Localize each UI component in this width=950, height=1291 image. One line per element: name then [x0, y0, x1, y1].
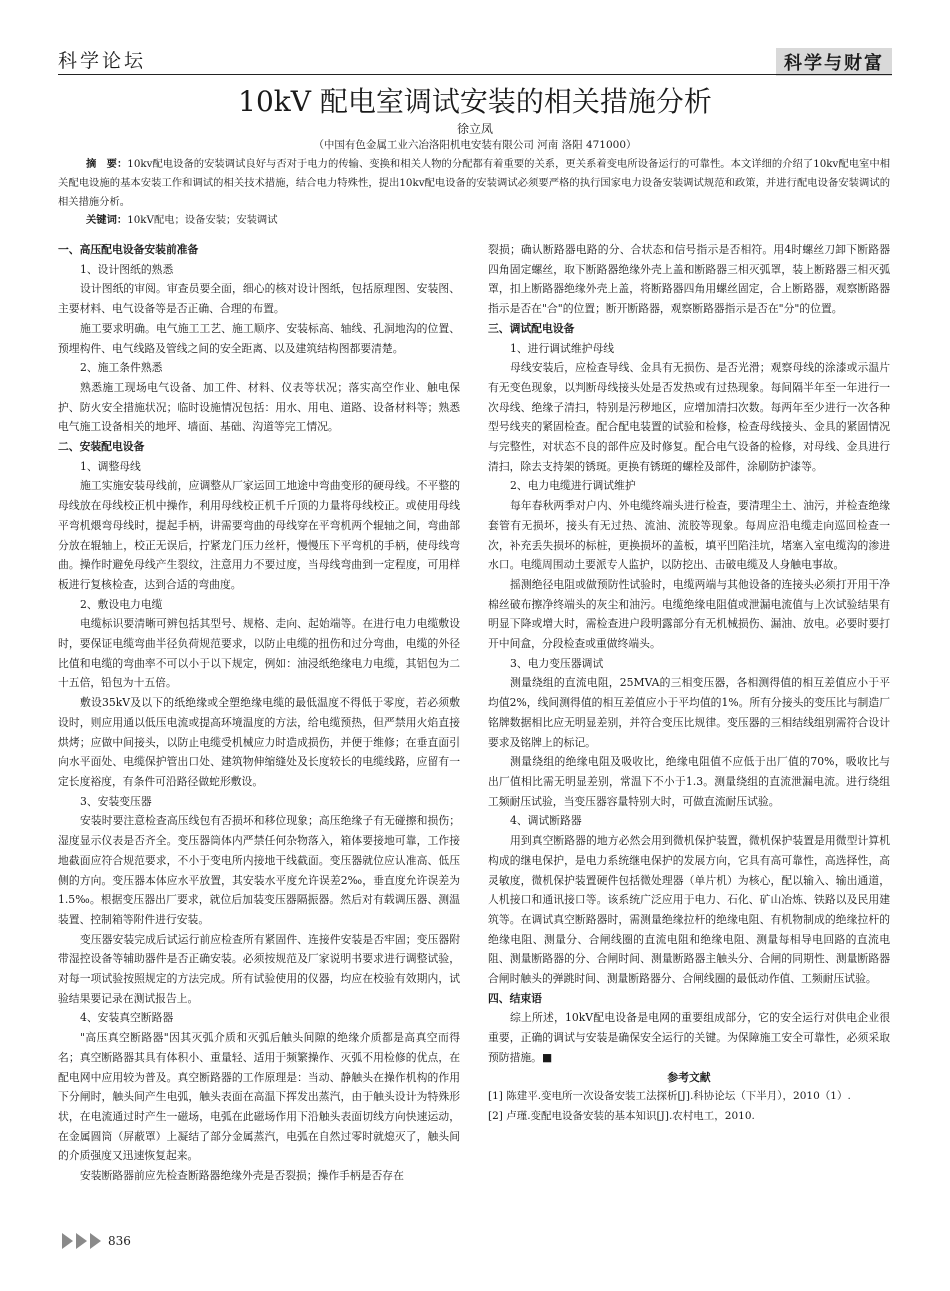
subsection-heading: 2、电力电缆进行调试维护 — [510, 479, 636, 493]
subsection-heading: 2、施工条件熟悉 — [80, 361, 163, 375]
paragraph: 安装时要注意检查高压线包有否损坏和移位现象；高压绝缘子有无碰擦和损伤；湿度显示仪表是否齐全。变压器筒体内严禁任何杂物落入，箱体要接地可靠，工作接地截面应符合规范要求，不小于变电所内接地干线截面。变压器就位应认准高、低压侧的方向。变压器本体应水平放置，其安装水平度允许误差2‰，垂直度允许误差为1.5‰。根据变压器出厂要求，就位后加装变压器隔振器。然后对有载调压器、测温装置、控制箱等附件进行安装。 — [58, 814, 460, 926]
subsection-heading: 4、安装真空断路器 — [80, 1011, 174, 1025]
author-affiliation: （中国有色金属工业六冶洛阳机电安装有限公司 河南 洛阳 471000） — [313, 139, 637, 151]
paragraph: 摇测绝径电阻或做预防性试验时，电缆两端与其他设备的连接头必须打开用干净棉丝破布擦净终端头的灰尘和油污。电缆绝缘电阻值或泄漏电流值与上次试验结果有明显下降或增大时，需检查进户段明露部分有无机械损伤、漏油、放电。必要时要打开中间盒，分段检查或重做终端头。 — [488, 577, 890, 651]
page-number: 836 — [108, 1234, 131, 1248]
subsection-heading: 4、调试断路器 — [510, 814, 582, 828]
paragraph: 测量绕组的绝缘电阻及吸收比，绝缘电阻值不应低于出厂值的70%，吸收比与出厂值相比需无明显差别，常温下不小于1.3。测量绕组的直流泄漏电流。进行绕组工频耐压试验，当变压器容量特别大时，可做直流耐压试验。 — [488, 755, 890, 808]
subsection-heading: 3、安装变压器 — [80, 794, 152, 808]
reference-item: [1] 陈建平.变电所一次设备安装工法探析[J].科协论坛（下半月），2010（1）. — [488, 1090, 851, 1103]
page-footer — [62, 1233, 131, 1249]
section-heading: 四、结束语 — [488, 991, 542, 1005]
keywords-label: 关键词： — [86, 214, 128, 226]
paragraph: 综上所述，10kV配电设备是电网的重要组成部分，它的安全运行对供电企业很重要，正确的调试与安装是确保安全运行的关键。为保障施工安全可靠性，必须采取预防措施。■ — [488, 1011, 890, 1064]
paragraph: 用到真空断路器的地方必然会用到微机保护装置，微机保护装置是用微型计算机构成的继电保护，是电力系统继电保护的发展方向，它具有高可靠性，高选择性，高灵敏度，微机保护装置硬件包括微处理器（单片机）为核心，配以输入、输出通道，人机接口和通讯接口等。该系统广泛应用于电力、石化、矿山冶炼、铁路以及民用建筑等。在调试真空断路器时，需测量绝缘拉杆的绝缘电阻、有机物制成的绝缘拉杆的绝缘电阻、测量分、合闸线圈的直流电阻和绝缘电阻、测量每相导电回路的直流电阻、测量断路器的分、合闸时间、测量断路器主触头分、合闸的同期性、测量断路器合闸时触头的弹跳时间、测量断路器分、合闸线圈的最低动作值、工频耐压试验。 — [488, 834, 890, 986]
abstract-text: 10kv配电设备的安装调试良好与否对于电力的传输、变换和相关人物的分配都有着重要的关系，更关系着变电所设备运行的可靠性。本文详细的介绍了10kv配电室中相关配电设施的基本安装工作和调试的相关技术措施，结合电力特殊性，提出10kv配电设备的安装调试必须要严格的执行国家电力设备安装调试规范和政策，并进行配电设备安装调试的相关措施分析。 — [58, 158, 890, 208]
abstract — [58, 155, 890, 212]
paragraph: 电缆标识要清晰可辨包括其型号、规格、走向、起始端等。在进行电力电缆敷设时，要保证电缆弯曲半径负荷规范要求，以防止电缆的扭伤和过分弯曲，电缆的外径比值和电缆的弯曲率不可以小于以下规定，例如：油浸纸绝缘电力电缆，其铝包为二十五倍，铅包为十五倍。 — [58, 617, 460, 690]
paragraph: 母线安装后，应检查导线、金具有无损伤、是否光滑；观察母线的涂漆或示温片有无变色现象，以判断母线接头处是否发热或有过热现象。每间隔半年至一年进行一次母线、绝缘子清扫，特别是污秽地区，应增加清扫次数。每两年至少进行一次各种型号线夹的紧固检查。配合配电装置的试验和检修，检查母线接头、金具的紧固情况与完整性，对状态不良的部件应及时修复。配合电气设备的检修，对母线、金具进行清扫，除去支持架的锈斑。更换有锈斑的螺栓及部件，涂刷防护漆等。 — [488, 361, 890, 473]
keywords-text: 10kV配电；设备安装；安装调试 — [127, 214, 278, 226]
section-heading: 二、安装配电设备 — [58, 440, 145, 454]
paragraph: 敷设35kV及以下的纸绝缘或全塑绝缘电缆的最低温度不得低于零度，若必须敷设时，则应用通以低压电流或提高环境温度的方法，给电缆预热，但严禁用火焰直接烘烤；应做中间接头，以防止电缆受机械应力时造成损伤，并便于维修；在垂直面引向水平面处、电缆保护管出口处、建筑物伸缩缝处及长度较长的电缆线路，应留有一定长度裕度，有条件可沿路径做蛇形敷设。 — [58, 696, 460, 788]
arrow-icon — [76, 1233, 87, 1249]
paragraph: 施工实施安装母线前，应调整从厂家运回工地途中弯曲变形的硬母线。不平整的母线放在母线校正机中操作，利用母线校正机千斤顶的力量将母线校正。或使用母线平弯机煨弯母线时，提起手柄，讲需要弯曲的母线穿在平弯机两个辊轴之间，弯曲部分放在辊轴上，校正无误后，拧紧龙门压力丝杆，慢慢压下平弯机的手柄，使母线弯曲。操作时避免母线产生裂纹，注意用力不要过度，当母线弯曲到一定程度，可用样板进行复核检查，达到合适的弯曲度。 — [58, 479, 460, 591]
paragraph: 每年春秋两季对户内、外电缆终端头进行检查，要清理尘土、油污，并检查绝缘套管有无损坏，接头有无过热、流油、流胶等现象。每周应沿电缆走向巡回检查一次，补充丢失损坏的标桩，更换损坏的盖板，填平凹陷洼坑，堵塞入室电缆沟的渗进水口。电缆周围动土要派专人监护，以防挖出、击破电缆及人身触电事故。 — [488, 499, 890, 572]
subsection-heading: 1、进行调试维护母线 — [510, 341, 615, 355]
journal-section-label: 科学论坛 — [58, 50, 147, 72]
reference-item: [2] 卢瑾.变配电设备安装的基本知识[J].农村电工，2010. — [488, 1109, 755, 1122]
arrow-icon — [90, 1233, 101, 1249]
subsection-heading: 2、敷设电力电缆 — [80, 597, 163, 611]
paragraph: 测量绕组的直流电阻，25MVA的三相变压器，各相测得值的相互差值应小于平均值2%，线间测得值的相互差值应小于平均值的1%。所有分接头的变压比与制造厂铭牌数据相比应无明显差别，并符合变压比规律。变压器的三相结线组别需符合设计要求及铭牌上的标记。 — [488, 676, 890, 749]
keywords — [86, 211, 278, 226]
section-heading: 三、调试配电设备 — [488, 321, 575, 335]
paragraph: 施工要求明确。电气施工工艺、施工顺序、安装标高、轴线、孔洞地沟的位置、预埋构件、电气线路及管线之间的安全距离、以及建筑结构图都要清楚。 — [58, 321, 460, 355]
abstract-label: 摘 要： — [86, 158, 128, 170]
arrow-icon — [62, 1233, 73, 1249]
paragraph: "高压真空断路器"因其灭弧介质和灭弧后触头间隙的绝缘介质都是高真空而得名；真空断路器其具有体积小、重量轻、适用于频繁操作、灭弧不用检修的优点，在配电网中应用较为普及。真空断路器的工作原理是：当动、静触头在操作机构的作用下分闸时，触头间产生电弧，触头表面在高温下挥发出蒸汽，由于触头设计为特殊形状，在电流通过时产生一磁场，电弧在此磁场作用下沿触头表面切线方向快速运动，在金属圆筒（屏蔽罩）上凝结了部分金属蒸汽，电弧在自然过零时就熄灭了，触头间的介质强度又迅速恢复起来。 — [58, 1031, 460, 1163]
header-divider — [58, 74, 892, 75]
right-column — [488, 240, 890, 1127]
paragraph: 设计图纸的审阅。审查员要全面，细心的核对设计图纸，包括原理图、安装图、主要材料、电气设备等是否正确、合理的布置。 — [58, 282, 460, 316]
paragraph: 变压器安装完成后试运行前应检查所有紧固件、连接件安装是否牢固；变压器附带湿控设备等辅助器件是否正确安装。必须按规范及厂家说明书要求进行调整试验，对每一项试验按照规定的方法完成。所有试验使用的仪器，均应在校验有效期内，试验结果要记录在测试报告上。 — [58, 932, 460, 1005]
subsection-heading: 3、电力变压器调试 — [510, 656, 604, 670]
paragraph: 熟悉施工现场电气设备、加工件、材料、仪表等状况；落实高空作业、触电保护、防火安全措施状况；临时设施情况包括：用水、用电、道路、设备材料等；熟悉电气施工设备相关的地坪、墙面、基础、沟道等完工情况。 — [58, 380, 460, 434]
subsection-heading: 1、设计图纸的熟悉 — [80, 262, 174, 276]
article-author: 徐立凤 — [456, 122, 493, 136]
journal-name-badge: 科学与财富 — [776, 48, 892, 76]
article-title: 10kV 配电室调试安装的相关措施分析 — [238, 85, 712, 118]
references-heading: 参考文献 — [667, 1070, 711, 1084]
subsection-heading: 1、调整母线 — [80, 459, 141, 473]
paragraph: 裂损；确认断路器电路的分、合状态和信号指示是否相符。用4时螺丝刀卸下断路器四角固定螺丝，取下断路器绝缘外壳上盖和断路器三相灭弧罩，装上断路器三相灭弧罩，扣上断路器绝缘外壳上盖，将断路器四角用螺丝固定，合上断路器，观察断路器指示是否在"合"的位置；断开断路器，观察断路器指示是否在"分"的位置。 — [488, 243, 890, 316]
paragraph: 安装断路器前应先检查断路器绝缘外壳是否裂损；操作手柄是否存在 — [80, 1169, 404, 1183]
left-column — [58, 240, 460, 1186]
section-heading: 一、高压配电设备安装前准备 — [58, 243, 199, 256]
